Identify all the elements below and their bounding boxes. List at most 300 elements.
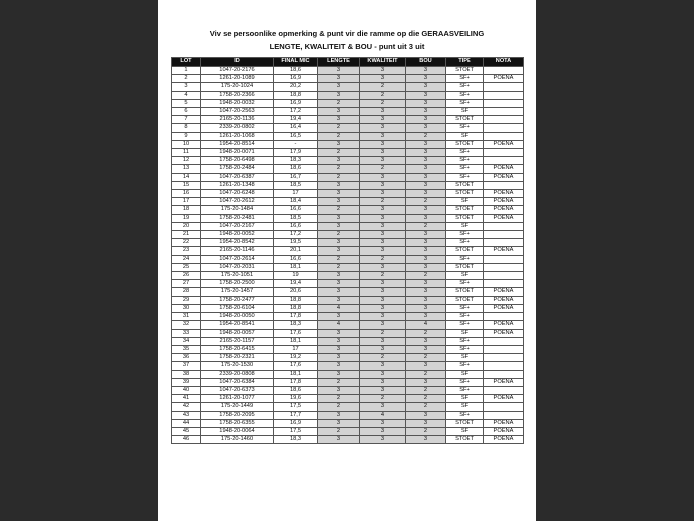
cell-bou: 3	[406, 280, 446, 288]
cell-tipe: SF+	[446, 149, 484, 157]
cell-final-mic: 19,4	[274, 116, 318, 124]
cell-bou: 3	[406, 419, 446, 427]
cell-lot: 27	[172, 280, 201, 288]
table-row	[172, 304, 524, 312]
cell-kwaliteit: 3	[360, 181, 406, 189]
cell-lengte: 2	[318, 206, 360, 214]
cell-lengte: 2	[318, 124, 360, 132]
cell-lot: 4	[172, 91, 201, 99]
cell-lengte: 3	[318, 116, 360, 124]
cell-id: 1758-20-6498	[201, 157, 274, 165]
cell-id: 1758-20-2477	[201, 296, 274, 304]
cell-bou: 2	[406, 222, 446, 230]
cell-tipe: SF+	[446, 378, 484, 386]
cell-bou: 3	[406, 165, 446, 173]
cell-final-mic: 19,2	[274, 354, 318, 362]
column-header-id: ID	[201, 58, 274, 67]
table-row	[172, 436, 524, 444]
cell-final-mic: 18,1	[274, 337, 318, 345]
cell-kwaliteit: 3	[360, 263, 406, 271]
cell-nota: POENA	[484, 395, 524, 403]
cell-lot: 3	[172, 83, 201, 91]
cell-kwaliteit: 2	[360, 329, 406, 337]
cell-nota: POENA	[484, 378, 524, 386]
cell-id: 1758-20-2095	[201, 411, 274, 419]
cell-lengte: 3	[318, 345, 360, 353]
cell-lengte: 3	[318, 247, 360, 255]
cell-lengte: 3	[318, 362, 360, 370]
cell-nota	[484, 231, 524, 239]
cell-final-mic: 17,2	[274, 108, 318, 116]
cell-bou: 3	[406, 362, 446, 370]
table-row	[172, 181, 524, 189]
table-row	[172, 75, 524, 83]
cell-tipe: STOET	[446, 116, 484, 124]
cell-bou: 3	[406, 206, 446, 214]
table-row	[172, 337, 524, 345]
cell-nota	[484, 386, 524, 394]
cell-id: 1758-20-2366	[201, 91, 274, 99]
cell-id: 1047-20-2167	[201, 222, 274, 230]
cell-final-mic: 18,6	[274, 165, 318, 173]
cell-lengte: 3	[318, 354, 360, 362]
cell-kwaliteit: 3	[360, 206, 406, 214]
cell-tipe: STOET	[446, 263, 484, 271]
cell-tipe: SF+	[446, 255, 484, 263]
cell-lengte: 3	[318, 190, 360, 198]
table-row	[172, 255, 524, 263]
cell-tipe: SF	[446, 132, 484, 140]
cell-lot: 33	[172, 329, 201, 337]
cell-kwaliteit: 3	[360, 313, 406, 321]
cell-tipe: SF	[446, 370, 484, 378]
cell-tipe: SF+	[446, 165, 484, 173]
cell-bou: 3	[406, 116, 446, 124]
cell-lot: 29	[172, 296, 201, 304]
cell-kwaliteit: 3	[360, 288, 406, 296]
cell-lengte: 3	[318, 157, 360, 165]
cell-lot: 16	[172, 190, 201, 198]
table-row	[172, 149, 524, 157]
cell-final-mic: 16,9	[274, 75, 318, 83]
cell-bou: 2	[406, 198, 446, 206]
cell-final-mic: 18,8	[274, 296, 318, 304]
cell-nota: POENA	[484, 321, 524, 329]
cell-kwaliteit: 3	[360, 75, 406, 83]
cell-id: 1047-20-2612	[201, 198, 274, 206]
cell-id: 1758-20-2481	[201, 214, 274, 222]
cell-kwaliteit: 3	[360, 280, 406, 288]
cell-id: 1261-20-1068	[201, 132, 274, 140]
cell-lot: 18	[172, 206, 201, 214]
cell-id: 1047-20-6248	[201, 190, 274, 198]
cell-lengte: 2	[318, 149, 360, 157]
cell-id: 1758-20-6355	[201, 419, 274, 427]
table-row	[172, 198, 524, 206]
cell-tipe: SF+	[446, 91, 484, 99]
cell-lengte: 2	[318, 403, 360, 411]
cell-tipe: SF	[446, 395, 484, 403]
cell-tipe: SF	[446, 108, 484, 116]
cell-lengte: 3	[318, 329, 360, 337]
cell-bou: 3	[406, 296, 446, 304]
cell-id: 175-20-1460	[201, 436, 274, 444]
cell-lot: 17	[172, 198, 201, 206]
column-header-nota: NOTA	[484, 58, 524, 67]
cell-lengte: 3	[318, 411, 360, 419]
cell-tipe: STOET	[446, 214, 484, 222]
cell-id: 175-20-1024	[201, 83, 274, 91]
cell-kwaliteit: 3	[360, 132, 406, 140]
cell-nota	[484, 370, 524, 378]
cell-lot: 25	[172, 263, 201, 271]
cell-nota	[484, 239, 524, 247]
cell-id: 2165-20-1146	[201, 247, 274, 255]
table-row	[172, 190, 524, 198]
cell-id: 1261-20-1077	[201, 395, 274, 403]
cell-nota	[484, 116, 524, 124]
table-row	[172, 419, 524, 427]
cell-tipe: SF	[446, 198, 484, 206]
cell-kwaliteit: 3	[360, 370, 406, 378]
cell-id: 1047-20-6373	[201, 386, 274, 394]
cell-id: 1948-20-0052	[201, 231, 274, 239]
cell-final-mic: 17,5	[274, 427, 318, 435]
cell-nota: POENA	[484, 427, 524, 435]
table-row	[172, 214, 524, 222]
cell-lot: 11	[172, 149, 201, 157]
cell-kwaliteit: 4	[360, 411, 406, 419]
cell-final-mic: 18,8	[274, 304, 318, 312]
cell-lot: 43	[172, 411, 201, 419]
cell-id: 1047-20-2614	[201, 255, 274, 263]
cell-bou: 3	[406, 255, 446, 263]
cell-lot: 23	[172, 247, 201, 255]
cell-id: 1047-20-6387	[201, 173, 274, 181]
cell-final-mic: 16,6	[274, 222, 318, 230]
cell-nota	[484, 181, 524, 189]
cell-lot: 9	[172, 132, 201, 140]
cell-nota	[484, 108, 524, 116]
cell-nota: POENA	[484, 304, 524, 312]
cell-id: 175-20-1449	[201, 403, 274, 411]
cell-kwaliteit: 3	[360, 362, 406, 370]
cell-nota	[484, 362, 524, 370]
cell-bou: 3	[406, 239, 446, 247]
table-row	[172, 427, 524, 435]
cell-final-mic: 18,4	[274, 198, 318, 206]
cell-id: 1954-20-8542	[201, 239, 274, 247]
cell-id: 1948-20-0050	[201, 313, 274, 321]
cell-id: 1047-20-2563	[201, 108, 274, 116]
cell-lengte: 3	[318, 386, 360, 394]
cell-lengte: 3	[318, 222, 360, 230]
column-header-final-mic: FINAL MIC	[274, 58, 318, 67]
cell-kwaliteit: 3	[360, 67, 406, 75]
cell-nota	[484, 132, 524, 140]
cell-bou: 3	[406, 181, 446, 189]
cell-bou: 3	[406, 124, 446, 132]
cell-lengte: 3	[318, 140, 360, 148]
cell-bou: 3	[406, 247, 446, 255]
cell-tipe: STOET	[446, 247, 484, 255]
cell-tipe: SF+	[446, 99, 484, 107]
table-row	[172, 296, 524, 304]
cell-bou: 3	[406, 190, 446, 198]
cell-nota	[484, 280, 524, 288]
cell-kwaliteit: 3	[360, 190, 406, 198]
table-row	[172, 231, 524, 239]
column-header-tipe: TIPE	[446, 58, 484, 67]
table-row	[172, 99, 524, 107]
cell-nota: POENA	[484, 436, 524, 444]
table-row	[172, 263, 524, 271]
cell-lengte: 2	[318, 263, 360, 271]
cell-bou: 3	[406, 140, 446, 148]
cell-id: 1954-20-8541	[201, 321, 274, 329]
cell-bou: 3	[406, 263, 446, 271]
cell-lot: 28	[172, 288, 201, 296]
cell-bou: 2	[406, 370, 446, 378]
cell-lengte: 3	[318, 67, 360, 75]
table-row	[172, 354, 524, 362]
cell-id: 2165-20-1136	[201, 116, 274, 124]
cell-tipe: SF+	[446, 173, 484, 181]
cell-tipe: SF	[446, 329, 484, 337]
cell-lengte: 2	[318, 378, 360, 386]
cell-bou: 3	[406, 231, 446, 239]
cell-lengte: 3	[318, 214, 360, 222]
cell-lot: 45	[172, 427, 201, 435]
cell-bou: 3	[406, 214, 446, 222]
cell-id: 1954-20-8514	[201, 140, 274, 148]
cell-lot: 44	[172, 419, 201, 427]
table-row	[172, 116, 524, 124]
cell-lengte: 3	[318, 288, 360, 296]
cell-tipe: SF	[446, 427, 484, 435]
cell-tipe: SF+	[446, 337, 484, 345]
table-row	[172, 378, 524, 386]
cell-tipe: SF+	[446, 239, 484, 247]
cell-lengte: 3	[318, 108, 360, 116]
cell-final-mic: 20,1	[274, 247, 318, 255]
cell-id: 1758-20-6415	[201, 345, 274, 353]
cell-lengte: 3	[318, 313, 360, 321]
cell-kwaliteit: 3	[360, 345, 406, 353]
cell-bou: 3	[406, 173, 446, 181]
cell-lengte: 2	[318, 231, 360, 239]
cell-lengte: 3	[318, 337, 360, 345]
cell-id: 1261-20-1348	[201, 181, 274, 189]
cell-kwaliteit: 3	[360, 173, 406, 181]
cell-nota: POENA	[484, 165, 524, 173]
cell-final-mic: 17,9	[274, 149, 318, 157]
cell-kwaliteit: 3	[360, 386, 406, 394]
cell-lot: 12	[172, 157, 201, 165]
cell-nota	[484, 91, 524, 99]
cell-lot: 31	[172, 313, 201, 321]
cell-lengte: 3	[318, 181, 360, 189]
cell-lengte: 4	[318, 321, 360, 329]
cell-final-mic: 17,8	[274, 378, 318, 386]
document-title: Viv se persoonlike opmerking & punt vir die ramme op die GERAASVEILING	[209, 29, 485, 38]
cell-id: 1948-20-0057	[201, 329, 274, 337]
cell-lot: 20	[172, 222, 201, 230]
cell-kwaliteit: 2	[360, 272, 406, 280]
cell-id: 1948-20-0071	[201, 149, 274, 157]
cell-tipe: STOET	[446, 140, 484, 148]
cell-id: 175-20-1051	[201, 272, 274, 280]
cell-final-mic: 16,6	[274, 255, 318, 263]
cell-final-mic: -	[274, 140, 318, 148]
cell-kwaliteit: 3	[360, 214, 406, 222]
cell-bou: 3	[406, 91, 446, 99]
cell-kwaliteit: 3	[360, 124, 406, 132]
cell-id: 175-20-1457	[201, 288, 274, 296]
cell-lot: 40	[172, 386, 201, 394]
cell-lengte: 4	[318, 304, 360, 312]
cell-bou: 2	[406, 132, 446, 140]
table-header-row	[172, 58, 524, 67]
table-row	[172, 395, 524, 403]
table-row	[172, 206, 524, 214]
cell-lengte: 3	[318, 239, 360, 247]
table-row	[172, 222, 524, 230]
cell-lot: 30	[172, 304, 201, 312]
cell-kwaliteit: 3	[360, 140, 406, 148]
cell-tipe: SF+	[446, 83, 484, 91]
cell-lengte: 3	[318, 419, 360, 427]
cell-id: 175-20-1530	[201, 362, 274, 370]
cell-final-mic: 18,1	[274, 263, 318, 271]
cell-bou: 3	[406, 304, 446, 312]
table-row	[172, 345, 524, 353]
cell-bou: 4	[406, 321, 446, 329]
cell-tipe: STOET	[446, 296, 484, 304]
cell-nota	[484, 99, 524, 107]
table-row	[172, 239, 524, 247]
cell-lot: 38	[172, 370, 201, 378]
cell-nota: POENA	[484, 206, 524, 214]
cell-kwaliteit: 3	[360, 436, 406, 444]
cell-final-mic: 20,6	[274, 288, 318, 296]
cell-bou: 3	[406, 99, 446, 107]
cell-kwaliteit: 3	[360, 304, 406, 312]
document-subtitle: LENGTE, KWALITEIT & BOU - punt uit 3 uit	[269, 42, 425, 51]
table-row	[172, 108, 524, 116]
table-row	[172, 124, 524, 132]
table-row	[172, 173, 524, 181]
cell-tipe: SF+	[446, 157, 484, 165]
cell-kwaliteit: 3	[360, 321, 406, 329]
cell-tipe: SF+	[446, 124, 484, 132]
cell-kwaliteit: 3	[360, 222, 406, 230]
cell-bou: 2	[406, 354, 446, 362]
cell-final-mic: 17	[274, 345, 318, 353]
cell-lengte: 3	[318, 83, 360, 91]
cell-nota	[484, 345, 524, 353]
cell-id: 1047-20-2176	[201, 67, 274, 75]
table-row	[172, 165, 524, 173]
cell-tipe: STOET	[446, 206, 484, 214]
cell-nota	[484, 403, 524, 411]
cell-lot: 24	[172, 255, 201, 263]
table-row	[172, 313, 524, 321]
cell-lot: 15	[172, 181, 201, 189]
cell-bou: 3	[406, 337, 446, 345]
table-row	[172, 280, 524, 288]
cell-kwaliteit: 2	[360, 255, 406, 263]
cell-lengte: 2	[318, 99, 360, 107]
cell-kwaliteit: 3	[360, 149, 406, 157]
cell-lengte: 2	[318, 427, 360, 435]
table-row	[172, 321, 524, 329]
column-header-kwaliteit: KWALITEIT	[360, 58, 406, 67]
cell-id: 1948-20-0032	[201, 99, 274, 107]
cell-nota: POENA	[484, 247, 524, 255]
cell-kwaliteit: 3	[360, 116, 406, 124]
cell-nota: POENA	[484, 198, 524, 206]
cell-final-mic: 18,1	[274, 370, 318, 378]
cell-bou: 3	[406, 108, 446, 116]
cell-final-mic: 17,6	[274, 329, 318, 337]
cell-lot: 8	[172, 124, 201, 132]
cell-nota	[484, 313, 524, 321]
cell-tipe: STOET	[446, 419, 484, 427]
cell-lot: 7	[172, 116, 201, 124]
cell-nota: POENA	[484, 288, 524, 296]
cell-lot: 42	[172, 403, 201, 411]
column-header-lot: LOT	[172, 58, 201, 67]
cell-final-mic: 16,5	[274, 132, 318, 140]
cell-id: 1948-20-0064	[201, 427, 274, 435]
cell-tipe: SF+	[446, 313, 484, 321]
cell-final-mic: 17,7	[274, 411, 318, 419]
cell-bou: 3	[406, 288, 446, 296]
cell-lengte: 3	[318, 280, 360, 288]
cell-nota	[484, 222, 524, 230]
cell-bou: 2	[406, 329, 446, 337]
cell-final-mic: 16,9	[274, 99, 318, 107]
cell-kwaliteit: 2	[360, 165, 406, 173]
cell-final-mic: 16,4	[274, 124, 318, 132]
cell-nota: POENA	[484, 329, 524, 337]
table-row	[172, 157, 524, 165]
table-row	[172, 272, 524, 280]
cell-tipe: STOET	[446, 190, 484, 198]
cell-kwaliteit: 3	[360, 337, 406, 345]
cell-nota: POENA	[484, 419, 524, 427]
cell-lot: 37	[172, 362, 201, 370]
cell-tipe: SF	[446, 354, 484, 362]
cell-kwaliteit: 3	[360, 403, 406, 411]
table-row	[172, 91, 524, 99]
column-header-lengte: LENGTE	[318, 58, 360, 67]
cell-nota	[484, 124, 524, 132]
cell-final-mic: 18,3	[274, 157, 318, 165]
cell-final-mic: 19,6	[274, 395, 318, 403]
cell-lengte: 2	[318, 173, 360, 181]
cell-id: 1758-20-2321	[201, 354, 274, 362]
cell-tipe: SF+	[446, 304, 484, 312]
cell-final-mic: 16,9	[274, 419, 318, 427]
cell-tipe: SF+	[446, 75, 484, 83]
cell-bou: 2	[406, 427, 446, 435]
cell-final-mic: 16,7	[274, 173, 318, 181]
cell-bou: 3	[406, 67, 446, 75]
cell-tipe: SF+	[446, 231, 484, 239]
cell-tipe: SF	[446, 272, 484, 280]
